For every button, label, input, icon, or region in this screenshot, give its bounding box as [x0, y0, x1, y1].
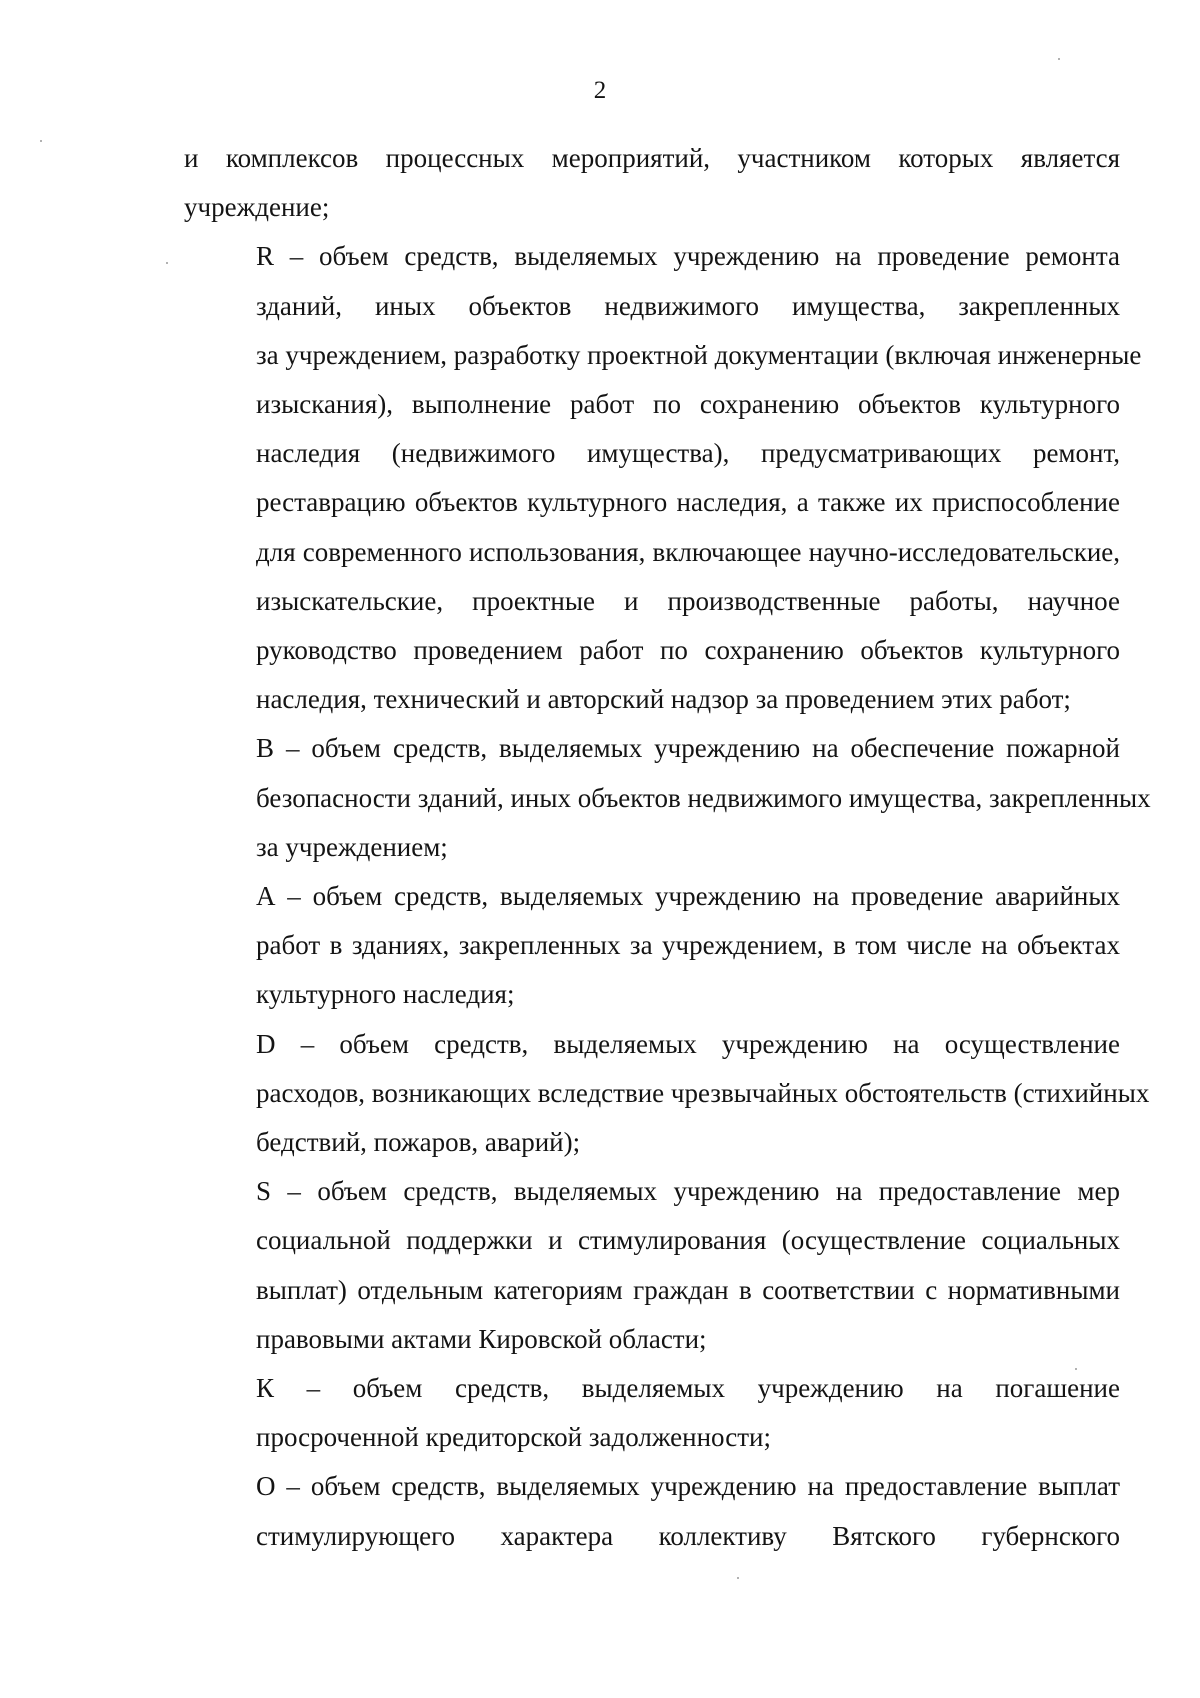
paragraph-b-fire-safety	[184, 724, 1151, 872]
text-line: за учреждением, разработку проектной документации (включая инженерные	[256, 339, 1142, 370]
text-line: выплат) отдельным категориям граждан в соответствии с нормативными	[256, 1274, 1120, 1305]
text-line: изыскания), выполнение работ по сохранению объектов культурного	[256, 389, 1120, 420]
text-line: зданий, иных объектов недвижимого имущества, закрепленных	[256, 290, 1120, 321]
scan-speck	[737, 1577, 739, 1579]
text-line: культурного наследия;	[256, 979, 515, 1010]
text-line: О – объем средств, выделяемых учреждению на предоставление выплат	[256, 1471, 1120, 1502]
text-line: учреждение;	[184, 192, 330, 223]
text-line: наследия (недвижимого имущества), предусматривающих ремонт,	[256, 438, 1120, 469]
scan-speck	[1075, 1368, 1077, 1370]
text-line: К – объем средств, выделяемых учреждению на погашение	[256, 1373, 1120, 1404]
scan-speck	[166, 262, 168, 264]
text-line: расходов, возникающих вследствие чрезвычайных обстоятельств (стихийных	[256, 1077, 1150, 1108]
text-line: S – объем средств, выделяемых учреждению на предоставление мер	[256, 1176, 1120, 1207]
text-line: B – объем средств, выделяемых учреждению на обеспечение пожарной	[256, 733, 1120, 764]
text-line: R – объем средств, выделяемых учреждению на проведение ремонта	[256, 241, 1120, 272]
text-line: реставрацию объектов культурного наследия, а также их приспособление	[256, 487, 1120, 518]
text-line: руководство проведением работ по сохранению объектов культурного	[256, 635, 1120, 666]
paragraph-d-extraordinary	[184, 1020, 1150, 1168]
text-line: бедствий, пожаров, аварий);	[256, 1127, 581, 1158]
paragraph-k-overdue-debt	[184, 1364, 1120, 1462]
scan-speck	[40, 140, 42, 142]
paragraph-r-repair	[184, 232, 1142, 724]
text-line: изыскательские, проектные и производственные работы, научное	[256, 585, 1120, 616]
text-line: работ в зданиях, закрепленных за учреждением, в том числе на объектах	[256, 930, 1120, 961]
scan-speck	[1058, 58, 1060, 60]
text-line: наследия, технический и авторский надзор за проведением этих работ;	[256, 684, 1071, 715]
text-line: безопасности зданий, иных объектов недвижимого имущества, закрепленных	[256, 782, 1151, 813]
text-line: правовыми актами Кировской области;	[256, 1323, 707, 1354]
text-line: стимулирующего характера коллективу Вятского губернского	[256, 1520, 1120, 1551]
page-number: 2	[593, 77, 607, 104]
text-line: для современного использования, включающее научно-исследовательские,	[256, 536, 1120, 567]
text-line: просроченной кредиторской задолженности;	[256, 1422, 771, 1453]
text-line: D – объем средств, выделяемых учреждению на осуществление	[256, 1028, 1120, 1059]
paragraph-a-emergency-works	[184, 872, 1120, 1020]
body-text	[184, 134, 1151, 1561]
paragraph-continuation	[184, 134, 1120, 232]
text-line: социальной поддержки и стимулирования (осуществление социальных	[256, 1225, 1120, 1256]
text-line: за учреждением;	[256, 831, 448, 862]
paragraph-s-social-support	[184, 1167, 1120, 1364]
text-line: и комплексов процессных мероприятий, участником которых является	[184, 143, 1120, 173]
text-line: А – объем средств, выделяемых учреждению на проведение аварийных	[256, 881, 1120, 912]
paragraph-o-incentive-payments	[184, 1462, 1120, 1560]
